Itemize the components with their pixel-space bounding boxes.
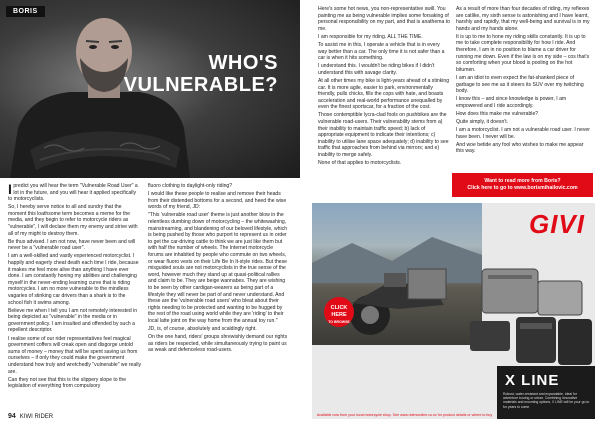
xline-logo: X LINE xyxy=(505,372,560,389)
paragraph: None of that applies to motorcyclists. xyxy=(318,160,402,167)
givi-advertisement[interactable] xyxy=(312,203,595,419)
article-column-4 xyxy=(456,6,592,156)
paragraph: I am responsible for my riding. ALL THE TIME. xyxy=(318,33,423,40)
paragraph: I know this – and since knowledge is power, I am empowered and I ride accordingly. xyxy=(456,96,567,109)
page-folio xyxy=(8,413,53,420)
luggage-products-image xyxy=(412,263,595,373)
paragraph: Be thus advised. I am not now, have never been and will never be a "vulnerable road user". xyxy=(8,238,136,252)
paragraph: Those contemptible lycra-clad fools on pushbikes are the vulnerable road-users. Their vulnerability stems from a) their inability to maintain traffic speed; b) lack of appropriate equipment to indicate their intentions; c) inability to utilise lane space adequately; d) inability to see traffic that approaches from behind via mirrors; and e) inability to merge safely. xyxy=(318,112,449,158)
paragraph: fluoro clothing to daylight-only riding? xyxy=(148,183,233,189)
website-link-banner[interactable] xyxy=(452,173,593,197)
article-column-2 xyxy=(148,183,288,355)
article-column-3 xyxy=(318,6,450,168)
paragraph: "This 'vulnerable road user' theme is just another blow in the relentless dumbing down of motorcycling – the whitewashing, mainstreaming, and blandening of our beloved lifestyle, which is being pushed by those who purport to represent us in order to get the car-driving cattle to think we are just like them but with half the number of wheels. The Internet motorcycle forums are inhabited by people who commute on two wheels, or wear fluoro vests on their Life Be In It-style rides. But these misguided souls are not motorcyclists in the true sense of the word, however much they stand up at quasi-political rallies and claim to be. They are beige wannabes. They are wishing to be seen by other cardigan-wearers as being part of a lifestyle they will never be part of and never understand. And these are the 'vulnerable road users' who bleat about their rights needing to be protected and wanting to be hugged by the rest of the road using world while they are 'riding' to their local latte joint on the way home from the annual toy run." xyxy=(148,212,288,324)
paragraph: I realise some of our rider representatives feel magical government coffers will creak open and disgorge untold sums of money – money that will be spent saving us from ourselves – if only they could make the government understand how truly and wretchedly "vulnerable" we really are. xyxy=(8,335,142,375)
paragraph: I would like these people to realise and remove their heads from their distended bottoms for a second, and heed the wise words of my friend, JD: xyxy=(148,191,287,211)
paragraph: I am a well-skilled and vastly experienced motorcyclist. I happily and eagerly cheat death each time I ride, because it makes me feel more alive than anything I have ever done. I am constantly honing my abilities and challenging myself in the never-ending learning curve that is riding motorcycles. I am no more vulnerable to the mindless vagaries of stinking car drivers than a shark is to the school fish it swims among. xyxy=(8,253,139,306)
paragraph: On the one hand, riders' groups shrewishly demand our rights as riders be respected, while simultaneously trying to paint us as weak and defenceless road-users. xyxy=(148,334,288,354)
paragraph: I am an idiot to even expect the fat-shanked piece of garbage to see me as it steers its SUV over my twitching body. xyxy=(456,74,584,95)
cta-link[interactable]: Click here to go to www.borismihailovic.com xyxy=(467,185,578,191)
paragraph: It is up to me to hone my riding skills constantly. It is up to me to take complete responsibility for how I ride. And therefore, I am in no position to blame a car driver for running me down. Even if the law is on my side – cos that's so comforting when your blood is pooling on the hot bitumen. xyxy=(456,33,590,73)
click-here-badge[interactable]: CLICK HERE TO BROWSE xyxy=(324,297,354,327)
paragraph: Ipredict you will hear the term "Vulnerable Road User" a lot in the future, and you will hear it applied specifically to motorcyclists. xyxy=(8,181,138,203)
magazine-title: KIWI RIDER xyxy=(19,414,54,420)
article-headline xyxy=(124,52,278,96)
drop-cap: I xyxy=(8,181,12,197)
page-number: 94 xyxy=(8,413,16,420)
article-column-1 xyxy=(8,183,141,391)
givi-logo: GIVI xyxy=(528,209,585,239)
xline-product-panel xyxy=(497,366,595,419)
hero-photo xyxy=(0,0,300,178)
headline-line-2: VULNERABLE? xyxy=(123,74,278,96)
paragraph: So, I hereby serve notice to all and sundry that the moment this loathsome term becomes a meme for the media, and they begin to refer to motorcycle riders as "vulnerable", I will declare them my enemy and strive with all of my might to destroy them. xyxy=(8,204,138,237)
paragraph: Can they not see that this is the slippery slope to the legislation of everything from compulsory xyxy=(8,376,127,390)
xline-description: Robust, water-resistant and expandable, ideal for adventure touring or urban. Combining innovative materials and mounting options, X LINE will be your go-to for years to come. xyxy=(503,392,590,409)
paragraph: How does this make me vulnerable? xyxy=(456,110,539,117)
paragraph: As a result of more than four decades of riding, my reflexes are catlike, my sixth sense is astonishing and I have learnt, harshly and rapidly, that my well-being and survival is in my hands and my hands alone. xyxy=(456,6,590,32)
right-page xyxy=(300,0,600,424)
section-tag: BORIS xyxy=(6,6,45,17)
paragraph: Here's some hot news, you non-representative swill. You painting me as being vulnerable implies some forsaking of personal responsibility on my part, and that is anathema to me. xyxy=(318,6,450,32)
paragraph: I am a motorcyclist. I am not a vulnerable road user. I never have been. I never will be. xyxy=(456,127,590,140)
ad-footer-text: Available now from your local motorcycle shop. See www.ridersonline.co.nz for product details or where to buy xyxy=(316,413,493,417)
paragraph: At all other times my bike is light-years ahead of a stinking car. It is more agile, easier to park, environmentally friendly, pulls chicks, fills the cops with hate, and boasts acceleration and real-world performance unequalled by even the finest sportscar, for a fraction of the cost. xyxy=(318,77,450,111)
paragraph: Believe me when I tell you I am not remotely interested in being depicted as "vulnerable" in the media or in government policy. I am insulted and offended by such a repellent descriptor. xyxy=(8,307,138,334)
paragraph: JD, is, of course, absolutely and scaldingly right. xyxy=(148,325,257,332)
paragraph: I understand this. I wouldn't be riding bikes if I didn't understand this with savage clarity. xyxy=(318,63,435,76)
headline-line-1: WHO'S xyxy=(208,52,278,74)
paragraph: And woe betide any fool who wishes to make me appear this way. xyxy=(456,141,584,155)
paragraph: To assist me in this, I operate a vehicle that is in every way better than a car. The only time it is not safer than a car is when it hits something. xyxy=(318,41,445,62)
cta-line-1: Want to read more from Boris? xyxy=(484,178,561,184)
paragraph: Quite simply, it doesn't. xyxy=(456,119,509,125)
